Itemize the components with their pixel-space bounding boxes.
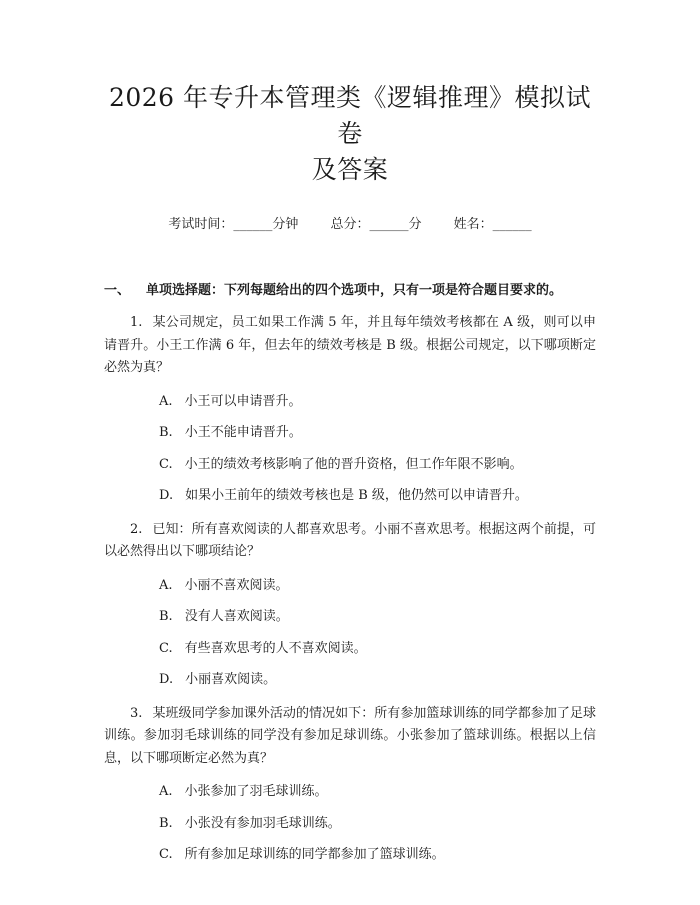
total-score: 总分：______分 — [330, 217, 422, 232]
option-b — [159, 608, 596, 626]
option-c — [159, 846, 596, 864]
option-letter: C. — [159, 847, 173, 862]
option-text: 小丽不喜欢阅读。 — [184, 577, 289, 593]
question-3 — [104, 703, 596, 865]
option-text: 小张参加了羽毛球训练。 — [184, 784, 328, 799]
exam-info — [104, 216, 596, 234]
question-2 — [104, 519, 596, 690]
option-list — [104, 783, 596, 864]
option-letter: A. — [159, 393, 173, 409]
option-letter: B. — [159, 425, 173, 440]
option-text: 小王可以申请晋升。 — [184, 393, 302, 409]
document-title — [104, 0, 596, 188]
option-text: 如果小王前年的绩效考核也是 B 级，他仍然可以申请晋升。 — [185, 488, 528, 503]
option-text: 有些喜欢思考的人不喜欢阅读。 — [184, 640, 367, 656]
option-c — [159, 456, 596, 474]
option-text: 小王的绩效考核影响了他的晋升资格，但工作年限不影响。 — [184, 456, 523, 472]
option-letter: B. — [159, 815, 173, 831]
option-letter: B. — [159, 609, 173, 624]
question-text: 已知：所有喜欢阅读的人都喜欢思考。小丽不喜欢思考。根据这两个前提，可以必然得出以下哪项结论？ — [104, 521, 596, 559]
question-number: 1. — [130, 315, 143, 330]
question-stem — [104, 312, 596, 380]
option-letter: D. — [159, 488, 174, 503]
exam-time: 考试时间：______分钟 — [168, 217, 299, 232]
option-letter: C. — [159, 456, 173, 472]
option-text: 没有人喜欢阅读。 — [184, 609, 289, 624]
option-text: 小张没有参加羽毛球训练。 — [184, 815, 341, 831]
option-text: 小丽喜欢阅读。 — [185, 672, 277, 687]
question-stem — [104, 519, 596, 564]
section-number: 一、 — [104, 283, 131, 298]
question-number: 2. — [130, 521, 143, 537]
option-text: 小王不能申请晋升。 — [184, 425, 302, 440]
option-b — [159, 815, 596, 833]
option-letter: D. — [159, 672, 174, 687]
option-letter: C. — [159, 640, 173, 656]
option-text: 所有参加足球训练的同学都参加了篮球训练。 — [184, 847, 445, 862]
question-text: 某公司规定，员工如果工作满 5 年，并且每年绩效考核都在 A 级，则可以申请晋升。小王工作满 6 年，但去年的绩效考核是 B 级。根据公司规定，以下哪项断定必然为真？ — [104, 315, 596, 375]
option-letter: A. — [159, 784, 173, 799]
question-number: 3. — [130, 705, 143, 721]
option-d — [159, 671, 596, 689]
option-list — [104, 393, 596, 506]
student-name: 姓名：______ — [453, 217, 532, 232]
option-letter: A. — [159, 577, 173, 593]
title-line-2: 及答案 — [311, 155, 389, 184]
question-1 — [104, 312, 596, 505]
title-line-1: 2026 年专升本管理类《逻辑推理》模拟试卷 — [108, 83, 592, 148]
question-stem — [104, 703, 596, 771]
option-b — [159, 424, 596, 442]
option-list — [104, 577, 596, 690]
option-a — [159, 577, 596, 595]
question-text: 某班级同学参加课外活动的情况如下：所有参加篮球训练的同学都参加了足球训练。参加羽毛球训练的同学没有参加足球训练。小张参加了篮球训练。根据以上信息，以下哪项断定必然为真？ — [104, 705, 596, 766]
section-heading — [104, 282, 596, 300]
option-a — [159, 393, 596, 411]
option-d — [159, 487, 596, 505]
option-c — [159, 640, 596, 658]
option-a — [159, 783, 596, 801]
section-instructions: 单项选择题：下列每题给出的四个选项中，只有一项是符合题目要求的。 — [146, 283, 563, 298]
